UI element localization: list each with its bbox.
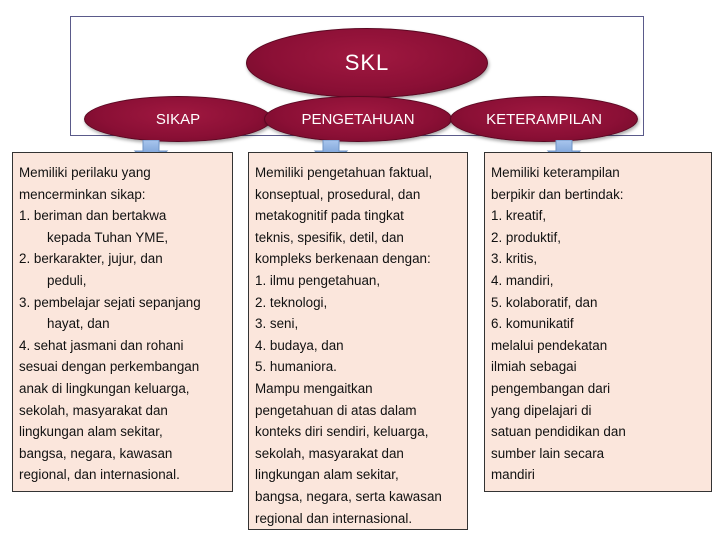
sikap-line: sekolah, masyarakat dan <box>19 402 168 418</box>
keterampilan-line: pengembangan dari <box>491 380 611 396</box>
pengetahuan-box <box>248 152 468 530</box>
keterampilan-box <box>484 152 712 492</box>
pengetahuan-line: Memiliki pengetahuan faktual, <box>255 165 433 180</box>
keterampilan-line: 2. produktif, <box>491 229 561 245</box>
sikap-line: 3. pembelajar sejati sepanjang <box>19 294 201 310</box>
skl-oval: SKL <box>246 28 488 98</box>
pengetahuan-line: Mampu mengaitkan <box>255 380 373 396</box>
keterampilan-line: ilmiah sebagai <box>491 359 577 375</box>
sikap-line: peduli, <box>47 272 87 288</box>
keterampilan-line: yang dipelajari di <box>491 402 592 418</box>
pengetahuan-line: 3. seni, <box>255 316 299 332</box>
sikap-line: lingkungan alam sekitar, <box>19 424 163 440</box>
keterampilan-line: 4. mandiri, <box>491 272 554 288</box>
pengetahuan-line: 4. budaya, dan <box>255 337 344 353</box>
keterampilan-line: melalui pendekatan <box>491 337 608 353</box>
pengetahuan-line: kompleks berkenaan dengan: <box>255 251 431 267</box>
keterampilan-line: 6. komunikatif <box>491 316 574 332</box>
pengetahuan-line: pengetahuan di atas dalam <box>255 402 417 418</box>
sikap-line: sesuai dengan perkembangan <box>19 359 200 375</box>
pengetahuan-line: 2. teknologi, <box>255 294 328 310</box>
sikap-line: 2. berkarakter, jujur, dan <box>19 251 163 267</box>
pengetahuan-oval: PENGETAHUAN <box>264 96 452 142</box>
keterampilan-line: Memiliki keterampilan <box>491 165 620 180</box>
pengetahuan-line: konteks diri sendiri, keluarga, <box>255 424 429 440</box>
keterampilan-line: 5. kolaboratif, dan <box>491 294 598 310</box>
pengetahuan-line: teknis, spesifik, detil, dan <box>255 229 404 245</box>
sikap-line: Memiliki perilaku yang <box>19 165 151 180</box>
sikap-line: hayat, dan <box>47 316 110 332</box>
keterampilan-line: berpikir dan bertindak: <box>491 186 624 202</box>
sikap-line: 1. beriman dan bertakwa <box>19 208 167 224</box>
sikap-line: bangsa, negara, kawasan <box>19 445 173 461</box>
keterampilan-line: sumber lain secara <box>491 445 605 461</box>
sikap-oval: SIKAP <box>84 96 272 142</box>
sikap-line: kepada Tuhan YME, <box>47 229 169 245</box>
sikap-box <box>12 152 233 492</box>
sikap-line: anak di lingkungan keluarga, <box>19 380 190 396</box>
pengetahuan-line: konseptual, prosedural, dan <box>255 186 421 202</box>
pengetahuan-line: sekolah, masyarakat dan <box>255 445 404 461</box>
pengetahuan-line: 1. ilmu pengetahuan, <box>255 272 381 288</box>
keterampilan-line: mandiri <box>491 467 535 483</box>
pengetahuan-line: lingkungan alam sekitar, <box>255 467 399 483</box>
pengetahuan-line: metakognitif pada tingkat <box>255 208 404 224</box>
keterampilan-oval: KETERAMPILAN <box>450 96 638 142</box>
keterampilan-line: 3. kritis, <box>491 251 538 267</box>
keterampilan-line: satuan pendidikan dan <box>491 424 626 440</box>
pengetahuan-line: regional dan internasional. <box>255 510 413 526</box>
pengetahuan-line: bangsa, negara, serta kawasan <box>255 488 442 504</box>
sikap-line: regional, dan internasional. <box>19 467 180 483</box>
sikap-line: 4. sehat jasmani dan rohani <box>19 337 184 353</box>
sikap-line: mencerminkan sikap: <box>19 186 146 202</box>
pengetahuan-line: 5. humaniora. <box>255 359 337 375</box>
keterampilan-line: 1. kreatif, <box>491 208 547 224</box>
